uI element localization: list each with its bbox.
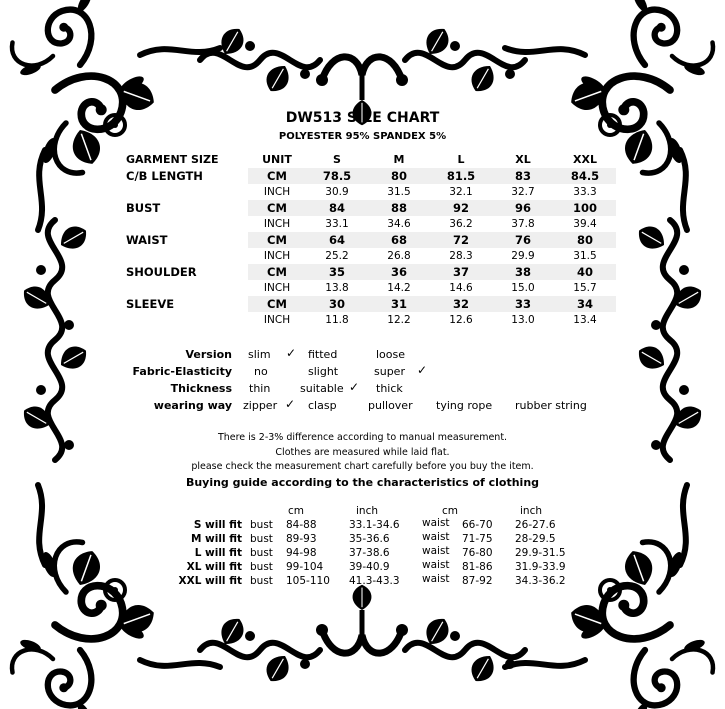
option-version-slim: slim bbox=[248, 348, 271, 361]
value-l-cm: 72 bbox=[430, 232, 492, 248]
value-xxl-inch: 15.7 bbox=[573, 282, 597, 294]
feature-label-thickness: Thickness bbox=[170, 382, 232, 395]
value-s-inch: 13.8 bbox=[325, 282, 349, 294]
size-table-body bbox=[126, 168, 616, 328]
value-m-inch: 26.8 bbox=[387, 250, 411, 262]
size-table bbox=[126, 152, 616, 328]
value-xxl-cm: 84.5 bbox=[554, 168, 616, 184]
value-l-inch: 28.3 bbox=[449, 250, 473, 262]
guide-col-inch-2: inch bbox=[520, 505, 542, 517]
guide-part-waist: waist bbox=[422, 545, 450, 557]
unit-inch: INCH bbox=[263, 186, 291, 198]
guide-waist-inch: 26-27.6 bbox=[515, 519, 556, 531]
note-check-chart: please check the measurement chart carefully before you buy the item. bbox=[191, 461, 534, 472]
value-l-inch: 32.1 bbox=[449, 186, 473, 198]
option-version-loose: loose bbox=[376, 348, 406, 361]
size-row-waist-inch bbox=[126, 248, 616, 264]
guide-col-cm-1: cm bbox=[288, 505, 305, 517]
option-wearing-clasp: clasp bbox=[308, 399, 337, 412]
check-icon: ✓ bbox=[349, 380, 360, 394]
value-l-inch: 14.6 bbox=[449, 282, 473, 294]
value-l-cm: 32 bbox=[430, 296, 492, 312]
value-s-inch: 11.8 bbox=[325, 314, 349, 326]
size-row-sleeve-inch bbox=[126, 312, 616, 328]
guide-part-waist: waist bbox=[422, 559, 450, 571]
header-garment-size: GARMENT SIZE bbox=[126, 153, 219, 166]
guide-waist-inch: 29.9-31.5 bbox=[515, 547, 566, 559]
value-m-inch: 34.6 bbox=[387, 218, 411, 230]
unit-inch: INCH bbox=[263, 282, 291, 294]
size-row-shoulder-inch bbox=[126, 280, 616, 296]
value-m-inch: 31.5 bbox=[387, 186, 411, 198]
guide-fit-label: XL will fit bbox=[186, 561, 242, 573]
value-s-cm: 64 bbox=[306, 232, 368, 248]
guide-waist-cm: 66-70 bbox=[462, 519, 493, 531]
feature-label-elasticity: Fabric-Elasticity bbox=[132, 365, 232, 378]
size-table-header bbox=[126, 152, 616, 168]
value-m-inch: 14.2 bbox=[387, 282, 411, 294]
value-xl-cm: 83 bbox=[492, 168, 554, 184]
value-xl-inch: 37.8 bbox=[511, 218, 535, 230]
guide-fit-label: L will fit bbox=[194, 547, 242, 559]
guide-part-waist: waist bbox=[422, 531, 450, 543]
option-elasticity-no: no bbox=[254, 365, 268, 378]
option-elasticity-slight: slight bbox=[308, 365, 339, 378]
unit-inch: INCH bbox=[263, 314, 291, 326]
value-s-cm: 35 bbox=[306, 264, 368, 280]
guide-fit-label: M will fit bbox=[190, 533, 242, 545]
guide-bust-cm: 89-93 bbox=[286, 533, 317, 545]
value-l-inch: 36.2 bbox=[449, 218, 473, 230]
unit-cm: CM bbox=[248, 168, 306, 184]
chart-title: DW513 SIZE CHART bbox=[285, 110, 440, 126]
guide-part-bust: bust bbox=[250, 519, 273, 531]
value-xl-inch: 32.7 bbox=[511, 186, 535, 198]
guide-waist-cm: 76-80 bbox=[462, 547, 493, 559]
measurement-label: SHOULDER bbox=[126, 265, 197, 279]
guide-part-bust: bust bbox=[250, 575, 273, 587]
guide-bust-cm: 105-110 bbox=[286, 575, 330, 587]
value-m-inch: 12.2 bbox=[387, 314, 411, 326]
unit-cm: CM bbox=[248, 296, 306, 312]
size-row-c-b-length-cm bbox=[126, 168, 616, 184]
guide-part-waist: waist bbox=[422, 573, 450, 585]
size-row-bust-cm bbox=[126, 200, 616, 216]
size-row-waist-cm bbox=[126, 232, 616, 248]
header-s: S bbox=[333, 153, 341, 166]
header-xxl: XXL bbox=[573, 153, 597, 166]
guide-col-inch-1: inch bbox=[356, 505, 378, 517]
header-m: M bbox=[393, 153, 405, 166]
guide-bust-inch: 35-36.6 bbox=[349, 533, 390, 545]
guide-part-waist: waist bbox=[422, 517, 450, 529]
option-thickness-thick: thick bbox=[376, 382, 403, 395]
guide-bust-inch: 39-40.9 bbox=[349, 561, 390, 573]
header-xl: XL bbox=[515, 153, 531, 166]
guide-bust-inch: 41.3-43.3 bbox=[349, 575, 400, 587]
unit-inch: INCH bbox=[263, 218, 291, 230]
buying-guide-title: Buying guide according to the characteristics of clothing bbox=[185, 476, 540, 489]
value-m-cm: 68 bbox=[368, 232, 430, 248]
note-measurement-difference: There is 2-3% difference according to manual measurement. bbox=[217, 432, 508, 443]
value-s-inch: 33.1 bbox=[325, 218, 349, 230]
option-wearing-pullover: pullover bbox=[368, 399, 413, 412]
guide-bust-cm: 94-98 bbox=[286, 547, 317, 559]
check-icon: ✓ bbox=[286, 346, 297, 360]
guide-bust-cm: 99-104 bbox=[286, 561, 324, 573]
check-icon: ✓ bbox=[417, 363, 428, 377]
value-m-cm: 88 bbox=[368, 200, 430, 216]
size-row-bust-inch bbox=[126, 216, 616, 232]
guide-fit-label: S will fit bbox=[193, 519, 242, 531]
guide-fit-label: XXL will fit bbox=[178, 575, 242, 587]
guide-waist-inch: 31.9-33.9 bbox=[515, 561, 566, 573]
value-s-cm: 30 bbox=[306, 296, 368, 312]
value-xxl-inch: 13.4 bbox=[573, 314, 597, 326]
measurement-label: BUST bbox=[126, 201, 161, 215]
size-row-sleeve-cm bbox=[126, 296, 616, 312]
unit-inch: INCH bbox=[263, 250, 291, 262]
value-l-cm: 37 bbox=[430, 264, 492, 280]
value-xxl-inch: 33.3 bbox=[573, 186, 597, 198]
measurement-label: WAIST bbox=[126, 233, 168, 247]
value-m-cm: 36 bbox=[368, 264, 430, 280]
value-m-cm: 31 bbox=[368, 296, 430, 312]
value-l-inch: 12.6 bbox=[449, 314, 473, 326]
guide-waist-cm: 71-75 bbox=[462, 533, 493, 545]
unit-cm: CM bbox=[248, 200, 306, 216]
value-xl-inch: 13.0 bbox=[511, 314, 535, 326]
value-xl-cm: 76 bbox=[492, 232, 554, 248]
guide-part-bust: bust bbox=[250, 547, 273, 559]
value-xl-cm: 33 bbox=[492, 296, 554, 312]
value-xxl-cm: 40 bbox=[554, 264, 616, 280]
note-laid-flat: Clothes are measured while laid flat. bbox=[275, 447, 450, 458]
value-xl-inch: 29.9 bbox=[511, 250, 535, 262]
value-xxl-cm: 34 bbox=[554, 296, 616, 312]
unit-cm: CM bbox=[248, 232, 306, 248]
option-thickness-suitable: suitable bbox=[300, 382, 344, 395]
value-s-cm: 84 bbox=[306, 200, 368, 216]
option-wearing-rubber-string: rubber string bbox=[515, 399, 587, 412]
unit-cm: CM bbox=[248, 264, 306, 280]
value-s-cm: 78.5 bbox=[306, 168, 368, 184]
feature-label-wearing: wearing way bbox=[153, 399, 232, 412]
value-xxl-cm: 80 bbox=[554, 232, 616, 248]
value-xl-inch: 15.0 bbox=[511, 282, 535, 294]
value-xl-cm: 96 bbox=[492, 200, 554, 216]
value-l-cm: 92 bbox=[430, 200, 492, 216]
measurement-label: SLEEVE bbox=[126, 297, 175, 311]
value-xxl-inch: 31.5 bbox=[573, 250, 597, 262]
guide-waist-cm: 81-86 bbox=[462, 561, 493, 573]
guide-col-cm-2: cm bbox=[442, 505, 459, 517]
size-row-shoulder-cm bbox=[126, 264, 616, 280]
option-wearing-zipper: zipper bbox=[243, 399, 278, 412]
value-xl-cm: 38 bbox=[492, 264, 554, 280]
option-thickness-thin: thin bbox=[249, 382, 271, 395]
value-xxl-cm: 100 bbox=[554, 200, 616, 216]
check-icon: ✓ bbox=[285, 397, 296, 411]
value-xxl-inch: 39.4 bbox=[573, 218, 597, 230]
header-unit: UNIT bbox=[262, 153, 292, 166]
header-l: L bbox=[457, 153, 465, 166]
guide-bust-inch: 33.1-34.6 bbox=[349, 519, 400, 531]
size-row-c-b-length-inch bbox=[126, 184, 616, 200]
option-wearing-tying-rope: tying rope bbox=[436, 399, 493, 412]
guide-bust-cm: 84-88 bbox=[286, 519, 317, 531]
guide-bust-inch: 37-38.6 bbox=[349, 547, 390, 559]
feature-label-version: Version bbox=[185, 348, 232, 361]
guide-waist-cm: 87-92 bbox=[462, 575, 493, 587]
guide-part-bust: bust bbox=[250, 533, 273, 545]
guide-part-bust: bust bbox=[250, 561, 273, 573]
material-subtitle: POLYESTER 95% SPANDEX 5% bbox=[278, 131, 447, 142]
value-s-inch: 25.2 bbox=[325, 250, 349, 262]
guide-waist-inch: 28-29.5 bbox=[515, 533, 556, 545]
value-s-inch: 30.9 bbox=[325, 186, 349, 198]
value-m-cm: 80 bbox=[368, 168, 430, 184]
value-l-cm: 81.5 bbox=[430, 168, 492, 184]
guide-waist-inch: 34.3-36.2 bbox=[515, 575, 566, 587]
option-elasticity-super: super bbox=[374, 365, 405, 378]
measurement-label: C/B LENGTH bbox=[126, 169, 203, 183]
option-version-fitted: fitted bbox=[308, 348, 338, 361]
